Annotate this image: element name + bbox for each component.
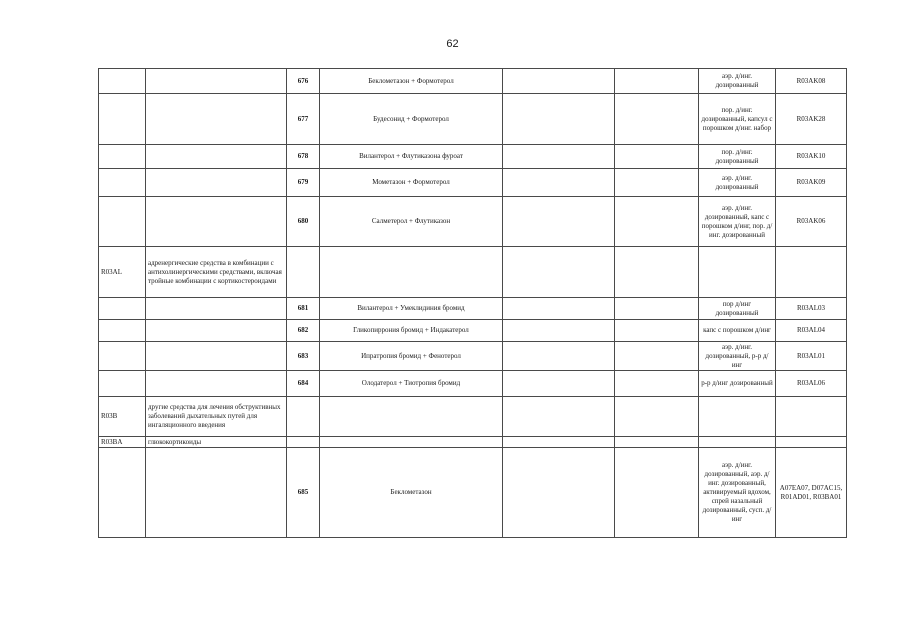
atc-group-description — [146, 145, 287, 169]
empty-cell — [503, 298, 615, 320]
dosage-form: аэр. д/инг. дозированный — [699, 169, 776, 197]
item-number: 677 — [287, 94, 320, 145]
empty-cell — [615, 298, 699, 320]
empty-cell — [615, 437, 699, 448]
empty-cell — [615, 197, 699, 247]
atc-group-description — [146, 320, 287, 342]
empty-cell — [503, 371, 615, 397]
item-number: 679 — [287, 169, 320, 197]
atc-group-description — [146, 169, 287, 197]
atc-code: R03AL06 — [776, 371, 847, 397]
page-number: 62 — [446, 38, 459, 50]
item-number: 680 — [287, 197, 320, 247]
item-number: 683 — [287, 342, 320, 371]
atc-group-code — [99, 320, 146, 342]
atc-group-code — [99, 342, 146, 371]
item-number: 676 — [287, 69, 320, 94]
dosage-form: аэр. д/инг. дозированный, р-р д/инг — [699, 342, 776, 371]
table-row — [99, 197, 847, 247]
table-row — [99, 94, 847, 145]
drug-name: Будесонид + Формотерол — [320, 94, 503, 145]
atc-code: R03AK10 — [776, 145, 847, 169]
atc-group-code — [99, 169, 146, 197]
table-row — [99, 437, 847, 448]
empty-cell — [503, 342, 615, 371]
atc-code — [776, 437, 847, 448]
drug-name — [320, 437, 503, 448]
atc-group-description — [146, 448, 287, 538]
drug-name: Мометазон + Формотерол — [320, 169, 503, 197]
dosage-form — [699, 247, 776, 298]
drug-name: Беклометазон — [320, 448, 503, 538]
table-row — [99, 320, 847, 342]
atc-group-description — [146, 69, 287, 94]
atc-group-code — [99, 197, 146, 247]
table-row — [99, 448, 847, 538]
drug-name: Олодатерол + Тиотропия бромид — [320, 371, 503, 397]
atc-group-code: R03BA — [99, 437, 146, 448]
dosage-form: пор. д/инг. дозированный — [699, 145, 776, 169]
atc-group-code — [99, 371, 146, 397]
atc-group-description — [146, 342, 287, 371]
dosage-form: аэр. д/инг. дозированный, аэр. д/инг. дозированный, активируемый вдохом, спрей назальный дозированный, сусп. д/инг — [699, 448, 776, 538]
empty-cell — [503, 397, 615, 437]
table-row — [99, 145, 847, 169]
empty-cell — [615, 397, 699, 437]
empty-cell — [503, 448, 615, 538]
atc-group-description: глюкокортикоиды — [146, 437, 287, 448]
atc-group-description — [146, 94, 287, 145]
atc-group-code: R03AL — [99, 247, 146, 298]
table-row — [99, 371, 847, 397]
atc-code: R03AL04 — [776, 320, 847, 342]
item-number — [287, 437, 320, 448]
dosage-form — [699, 397, 776, 437]
atc-code: A07EA07, D07AC15, R01AD01, R03BA01 — [776, 448, 847, 538]
item-number — [287, 397, 320, 437]
atc-group-code — [99, 145, 146, 169]
dosage-form — [699, 437, 776, 448]
dosage-form: пор. д/инг. дозированный, капсул с порошком д/инг. набор — [699, 94, 776, 145]
atc-code: R03AK08 — [776, 69, 847, 94]
dosage-form: капс с порошком д/инг — [699, 320, 776, 342]
drug-name: Гликопиррония бромид + Индакатерол — [320, 320, 503, 342]
atc-group-code — [99, 94, 146, 145]
dosage-form: пор д/инг дозированный — [699, 298, 776, 320]
drug-name: Вилантерол + Флутиказона фуроат — [320, 145, 503, 169]
atc-group-description — [146, 371, 287, 397]
atc-group-description — [146, 298, 287, 320]
atc-group-code — [99, 298, 146, 320]
atc-code: R03AK06 — [776, 197, 847, 247]
atc-group-description: адренергические средства в комбинации с антихолинергическими средствами, включая тройные комбинации с кортикостероидами — [146, 247, 287, 298]
drug-name: Вилантерол + Умеклидиния бромид — [320, 298, 503, 320]
drug-name — [320, 247, 503, 298]
empty-cell — [615, 169, 699, 197]
table-row — [99, 342, 847, 371]
item-number: 684 — [287, 371, 320, 397]
atc-group-description: другие средства для лечения обструктивных заболеваний дыхательных путей для ингаляционного введения — [146, 397, 287, 437]
atc-code: R03AL03 — [776, 298, 847, 320]
drug-name: Беклометазон + Формотерол — [320, 69, 503, 94]
atc-group-description — [146, 197, 287, 247]
empty-cell — [615, 342, 699, 371]
empty-cell — [503, 69, 615, 94]
item-number: 678 — [287, 145, 320, 169]
table-row — [99, 247, 847, 298]
atc-code: R03AK28 — [776, 94, 847, 145]
item-number: 681 — [287, 298, 320, 320]
empty-cell — [615, 94, 699, 145]
drug-list-table — [98, 68, 847, 538]
table-row — [99, 169, 847, 197]
empty-cell — [503, 437, 615, 448]
drug-name: Ипратропия бромид + Фенотерол — [320, 342, 503, 371]
empty-cell — [615, 448, 699, 538]
item-number: 682 — [287, 320, 320, 342]
empty-cell — [503, 197, 615, 247]
table-row — [99, 69, 847, 94]
empty-cell — [615, 69, 699, 94]
empty-cell — [503, 247, 615, 298]
empty-cell — [503, 94, 615, 145]
atc-code — [776, 247, 847, 298]
atc-group-code — [99, 69, 146, 94]
atc-group-code — [99, 448, 146, 538]
dosage-form: р-р д/инг дозированный — [699, 371, 776, 397]
empty-cell — [615, 371, 699, 397]
dosage-form: аэр. д/инг. дозированный — [699, 69, 776, 94]
drug-name: Салметерол + Флутиказон — [320, 197, 503, 247]
empty-cell — [615, 247, 699, 298]
empty-cell — [615, 320, 699, 342]
atc-code: R03AL01 — [776, 342, 847, 371]
empty-cell — [503, 145, 615, 169]
empty-cell — [615, 145, 699, 169]
empty-cell — [503, 169, 615, 197]
drug-name — [320, 397, 503, 437]
atc-group-code: R03B — [99, 397, 146, 437]
item-number: 685 — [287, 448, 320, 538]
atc-code: R03AK09 — [776, 169, 847, 197]
item-number — [287, 247, 320, 298]
dosage-form: аэр. д/инг. дозированный, капс с порошком д/инг, пор. д/инг. дозированный — [699, 197, 776, 247]
table-row — [99, 397, 847, 437]
table-row — [99, 298, 847, 320]
atc-code — [776, 397, 847, 437]
empty-cell — [503, 320, 615, 342]
